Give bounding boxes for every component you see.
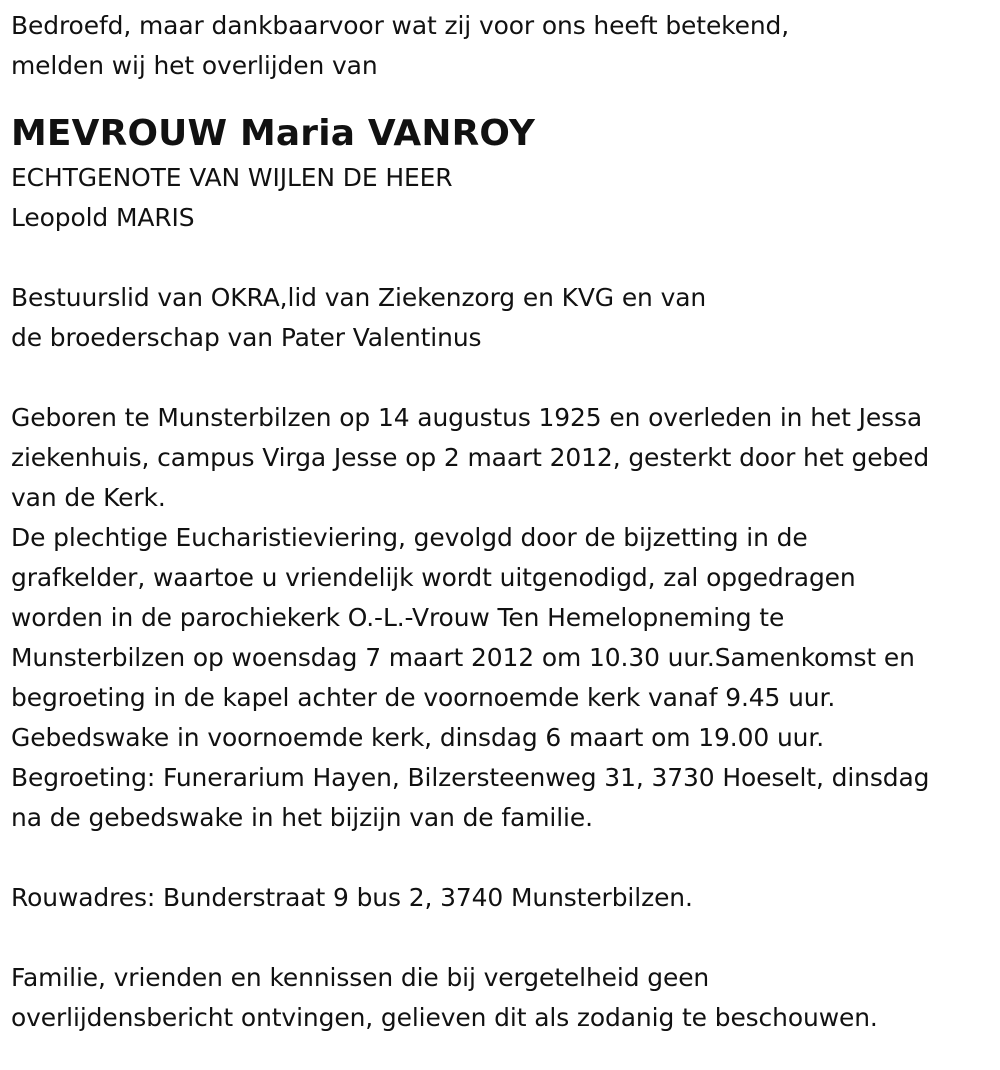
details-line: worden in de parochiekerk O.-L.-Vrouw Ten Hemelopneming te: [11, 603, 785, 632]
mourning-address: Rouwadres: Bunderstraat 9 bus 2, 3740 Munsterbilzen.: [11, 883, 693, 912]
intro-paragraph: [11, 6, 996, 86]
closing-line: overlijdensbericht ontvingen, gelieven dit als zodanig te beschouwen.: [11, 1003, 878, 1032]
deceased-name: MEVROUW Maria VANROY: [11, 113, 536, 154]
details-line: grafkelder, waartoe u vriendelijk wordt uitgenodigd, zal opgedragen: [11, 563, 856, 592]
spouse-paragraph: [11, 158, 996, 238]
details-paragraph: [11, 398, 996, 838]
details-line: De plechtige Eucharistieviering, gevolgd door de bijzetting in de: [11, 523, 808, 552]
memberships-line: de broederschap van Pater Valentinus: [11, 323, 482, 352]
details-line: Geboren te Munsterbilzen op 14 augustus 1925 en overleden in het Jessa: [11, 403, 923, 432]
details-line: Begroeting: Funerarium Hayen, Bilzersteenweg 31, 3730 Hoeselt, dinsdag: [11, 763, 930, 792]
spacer: [11, 838, 996, 878]
spacer: [11, 238, 996, 278]
closing-line: Familie, vrienden en kennissen die bij vergetelheid geen: [11, 963, 710, 992]
obituary-notice: [11, 0, 996, 1038]
intro-line: melden wij het overlijden van: [11, 51, 378, 80]
memberships-line: Bestuurslid van OKRA,lid van Ziekenzorg en KVG en van: [11, 283, 707, 312]
details-line: van de Kerk.: [11, 483, 166, 512]
spacer: [11, 358, 996, 398]
spacer: [11, 918, 996, 958]
spouse-line: Leopold MARIS: [11, 203, 195, 232]
spouse-line: ECHTGENOTE VAN WIJLEN DE HEER: [11, 163, 453, 192]
memberships-paragraph: [11, 278, 996, 358]
closing-paragraph: [11, 958, 996, 1038]
details-line: Gebedswake in voornoemde kerk, dinsdag 6 maart om 19.00 uur.: [11, 723, 825, 752]
intro-line: Bedroefd, maar dankbaarvoor wat zij voor ons heeft betekend,: [11, 11, 790, 40]
details-line: begroeting in de kapel achter de voornoemde kerk vanaf 9.45 uur.: [11, 683, 836, 712]
details-line: na de gebedswake in het bijzijn van de familie.: [11, 803, 593, 832]
details-line: ziekenhuis, campus Virga Jesse op 2 maart 2012, gesterkt door het gebed: [11, 443, 930, 472]
details-line: Munsterbilzen op woensdag 7 maart 2012 om 10.30 uur.Samenkomst en: [11, 643, 915, 672]
